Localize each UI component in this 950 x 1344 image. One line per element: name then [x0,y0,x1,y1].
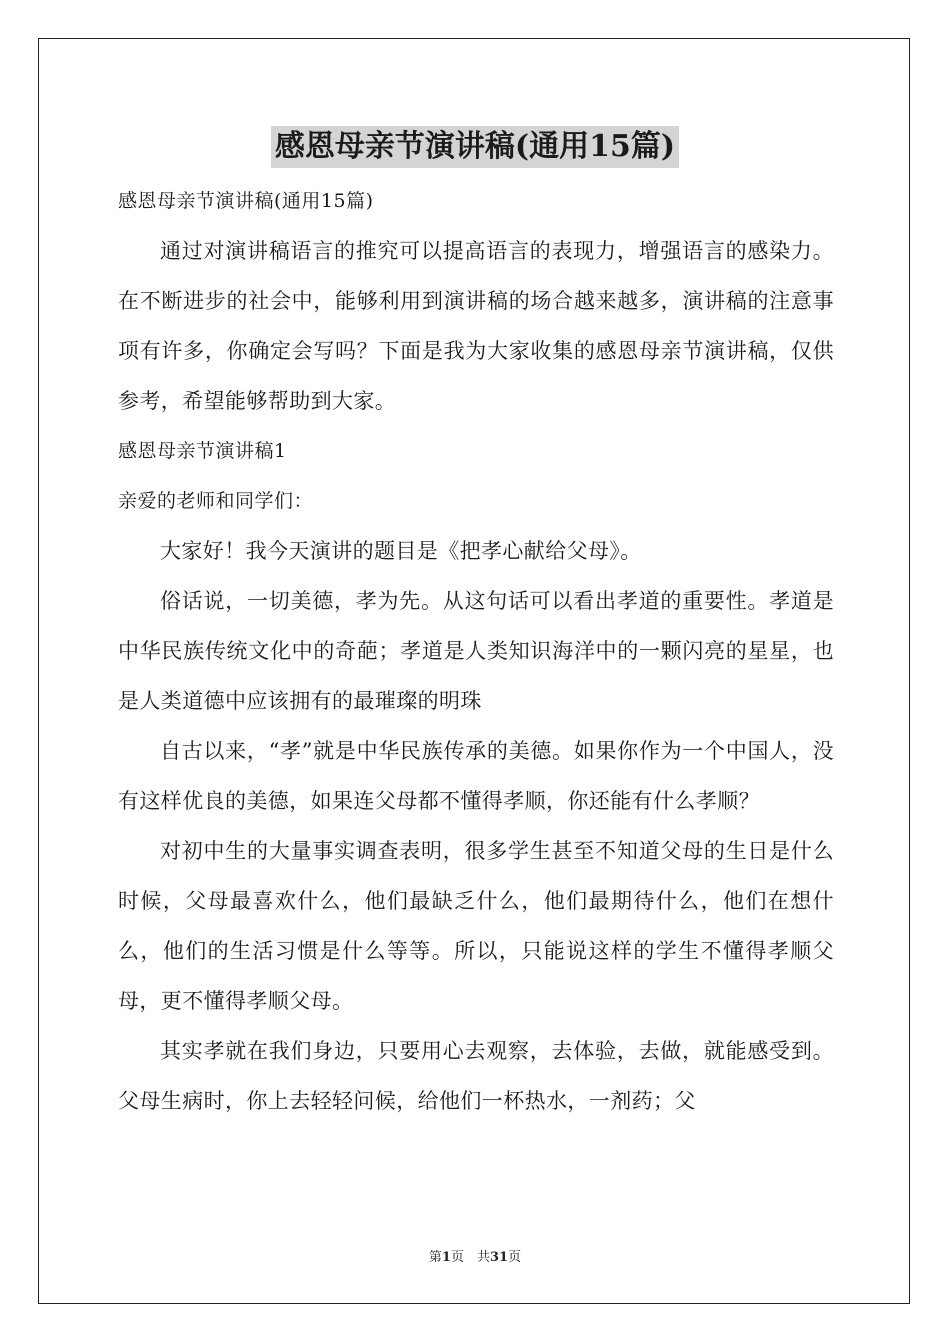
document-body [118,176,834,1126]
document-title [0,126,950,168]
footer-page-number: 1 [441,1250,451,1265]
section-heading: 感恩母亲节演讲稿1 [118,440,287,462]
footer-prefix: 第 [428,1250,442,1265]
body-paragraph-1: 大家好！我今天演讲的题目是《把孝心献给父母》。 [160,539,642,563]
intro-paragraph: 通过对演讲稿语言的推究可以提高语言的表现力，增强语言的感染力。在不断进步的社会中，能够利用到演讲稿的场合越来越多，演讲稿的注意事项有许多，你确定会写吗？下面是我为大家收集的感恩母亲节演讲稿，仅供参考，希望能够帮助到大家。 [118,239,834,413]
document-subtitle: 感恩母亲节演讲稿(通用15篇) [118,190,374,212]
footer-total-pages: 31 [489,1250,509,1265]
document-title-text: 感恩母亲节演讲稿(通用15篇) [271,126,679,168]
body-paragraph-4: 对初中生的大量事实调查表明，很多学生甚至不知道父母的生日是什么时候，父母最喜欢什么，他们最缺乏什么，他们最期待什么，他们在想什么，他们的生活习惯是什么等等。所以，只能说这样的学生不懂得孝顺父母，更不懂得孝顺父母。 [118,839,834,1013]
body-paragraph-5: 其实孝就在我们身边，只要用心去观察，去体验，去做，就能感受到。父母生病时，你上去轻轻问候，给他们一杯热水，一剂药；父 [118,1039,834,1113]
footer-mid: 页 共 [450,1250,490,1265]
page-footer [0,1248,950,1268]
footer-suffix: 页 [508,1250,522,1265]
greeting: 亲爱的老师和同学们： [118,490,314,512]
body-paragraph-2: 俗话说，一切美德，孝为先。从这句话可以看出孝道的重要性。孝道是中华民族传统文化中的奇葩；孝道是人类知识海洋中的一颗闪亮的星星，也是人类道德中应该拥有的最璀璨的明珠 [118,589,834,713]
body-paragraph-3: 自古以来，“孝”就是中华民族传承的美德。如果你作为一个中国人，没有这样优良的美德，如果连父母都不懂得孝顺，你还能有什么孝顺？ [118,739,834,813]
